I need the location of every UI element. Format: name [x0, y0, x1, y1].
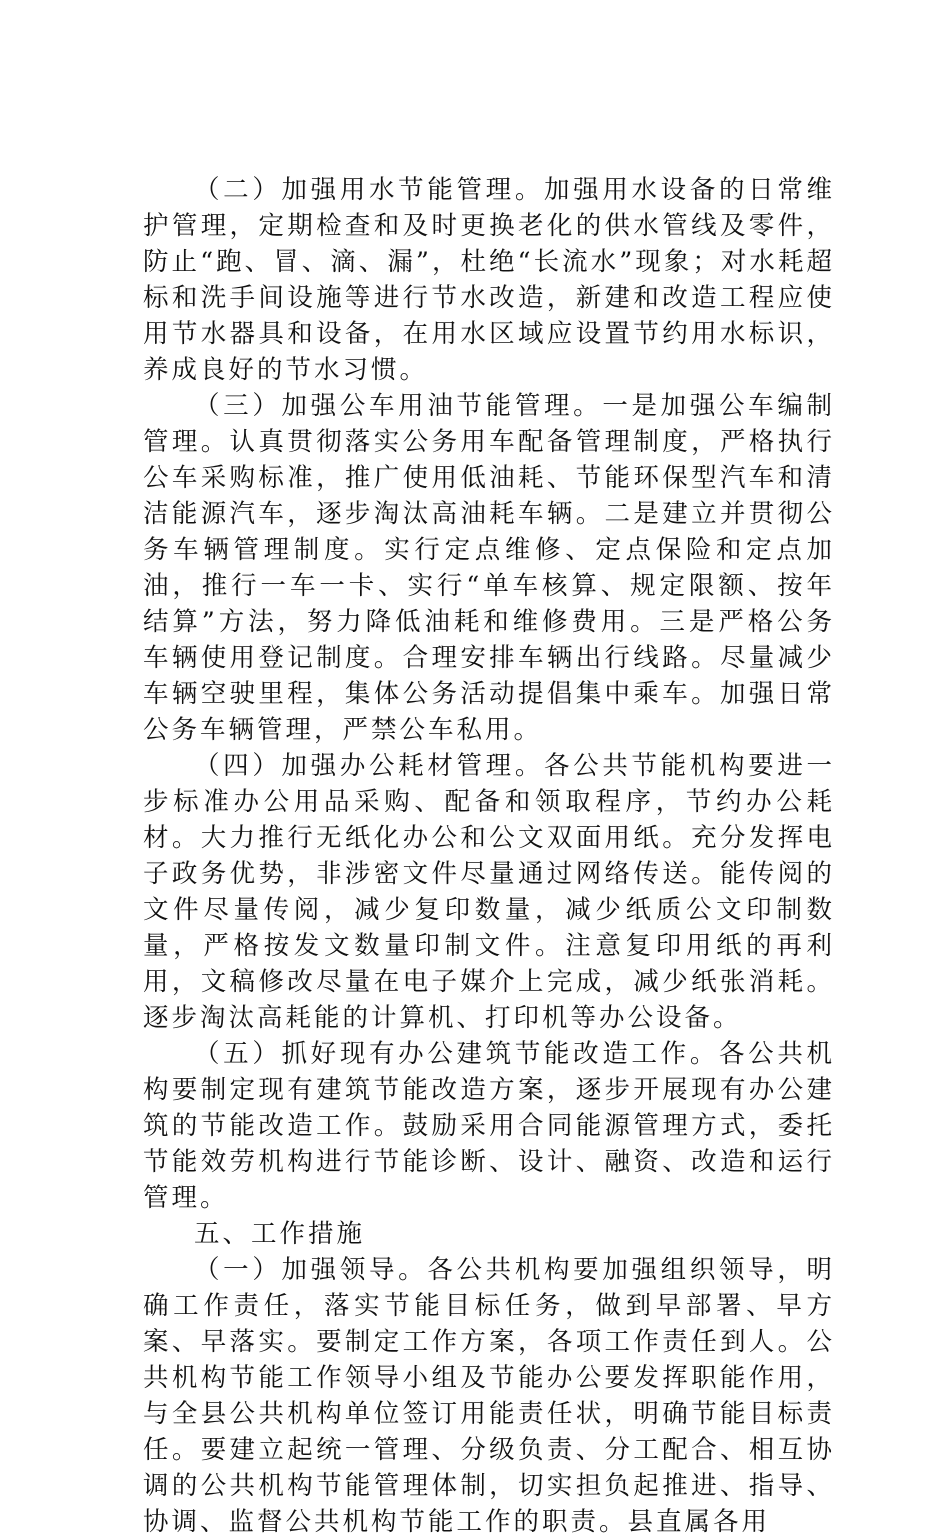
paragraph-leadership: （一）加强领导。各公共机构要加强组织领导，明确工作责任，落实节能目标任务，做到早部署、早方案、早落实。要制定工作方案，各项工作责任到人。公共机构节能工作领导小组及节能办公要发挥职能作用，与全县公共机构单位签订用能责任状，明确节能目标责任。要建立起统一管理、分级负责、分工配合、相互协调的公共机构节能管理体制，切实担负起推进、指导、协调、监督公共机构节能工作的职责。县直属各用: [143, 1255, 835, 1537]
paragraph-water-saving: （二）加强用水节能管理。加强用水设备的日常维护管理，定期检查和及时更换老化的供水管线及零件，防止“跑、冒、滴、漏”，杜绝“长流水”现象；对水耗超标和洗手间设施等进行节水改造，新建和改造工程应使用节水器具和设备，在用水区域应设置节约用水标识，养成良好的节水习惯。: [143, 175, 835, 385]
paragraph-building-retrofit: （五）抓好现有办公建筑节能改造工作。各公共机构要制定现有建筑节能改造方案，逐步开展现有办公建筑的节能改造工作。鼓励采用合同能源管理方式，委托节能效劳机构进行节能诊断、设计、融资、改造和运行管理。: [143, 1039, 835, 1213]
paragraph-office-supplies: （四）加强办公耗材管理。各公共节能机构要进一步标准办公用品采购、配备和领取程序，节约办公耗材。大力推行无纸化办公和公文双面用纸。充分发挥电子政务优势，非涉密文件尽量通过网络传送。能传阅的文件尽量传阅，减少复印数量，减少纸质公文印制数量，严格按发文数量印制文件。注意复印用纸的再利用，文稿修改尽量在电子媒介上完成，减少纸张消耗。逐步淘汰高耗能的计算机、打印机等办公设备。: [143, 751, 835, 1033]
paragraph-vehicle-fuel: （三）加强公车用油节能管理。一是加强公车编制管理。认真贯彻落实公务用车配备管理制度，严格执行公车采购标准，推广使用低油耗、节能环保型汽车和清洁能源汽车，逐步淘汰高油耗车辆。二是建立并贯彻公务车辆管理制度。实行定点维修、定点保险和定点加油，推行一车一卡、实行“单车核算、规定限额、按年结算”方法，努力降低油耗和维修费用。三是严格公务车辆使用登记制度。合理安排车辆出行线路。尽量减少车辆空驶里程，集体公务活动提倡集中乘车。加强日常公务车辆管理，严禁公车私用。: [143, 391, 835, 745]
document-body: [143, 172, 835, 1540]
section-heading: 五、工作措施: [194, 1219, 366, 1249]
